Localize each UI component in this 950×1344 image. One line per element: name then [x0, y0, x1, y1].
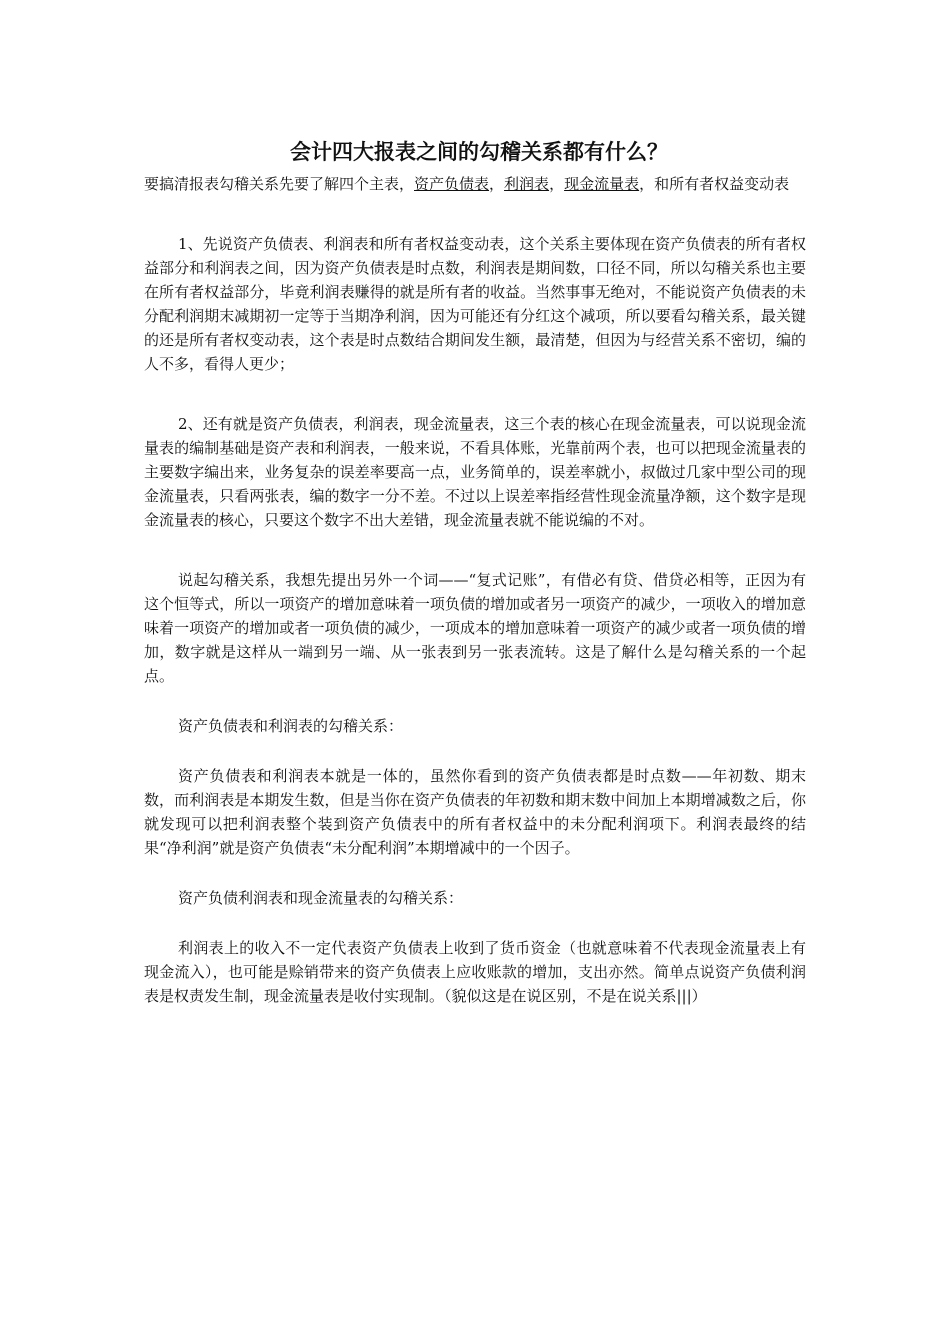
link-balance-sheet[interactable]: 资产负债表: [414, 175, 490, 193]
document-title: 会计四大报表之间的勾稽关系都有什么？: [290, 140, 668, 164]
intro-suffix: ，和所有者权益变动表: [639, 175, 790, 193]
spacer: [144, 860, 806, 886]
section-heading: 资产负债利润表和现金流量表的勾稽关系：: [178, 889, 464, 907]
intro-separator: ，: [549, 175, 565, 193]
body-paragraph: 2、还有就是资产负债表，利润表，现金流量表，这三个表的核心在现金流量表，可以说现金流量表的编制基础是资产表和利润表，一般来说，不看具体账，光靠前两个表，也可以把现金流量表的主要数字编出来，业务复杂的误差率要高一点，业务简单的，误差率就小，叔做过几家中型公司的现金流量表，只看两张表，编的数字一分不差。不过以上误差率指经营性现金流量净额，这个数字是现金流量表的核心，只要这个数字不出大差错，现金流量表就不能说编的不对。: [144, 415, 806, 529]
spacer: [144, 910, 806, 936]
document-page: [144, 132, 806, 1008]
spacer: [144, 688, 806, 714]
intro-separator: ，: [489, 175, 505, 193]
intro-prefix: 要搞清报表勾稽关系先要了解四个主表，: [144, 175, 415, 193]
body-paragraph: 资产负债表和利润表本就是一体的，虽然你看到的资产负债表都是时点数——年初数、期末数，而利润表是本期发生数，但是当你在资产负债表的年初数和期末数中间加上本期增减数之后，你就发现可以把利润表整个装到资产负债表中的所有者权益中的未分配利润项下。利润表最终的结果“净利润”就是资产负债表“未分配利润”本期增减中的一个因子。: [144, 767, 806, 857]
link-income-statement[interactable]: 利润表: [504, 175, 550, 193]
section-heading: 资产负债表和利润表的勾稽关系：: [178, 717, 404, 735]
spacer: [144, 376, 806, 412]
link-cash-flow-statement[interactable]: 现金流量表: [564, 175, 640, 193]
body-paragraph: 1、先说资产负债表、利润表和所有者权益变动表，这个关系主要体现在资产负债表的所有者权益部分和利润表之间，因为资产负债表是时点数，利润表是期间数，口径不同，所以勾稽关系也主要在所有者权益部分，毕竟利润表赚得的就是所有者的收益。当然事事无绝对，不能说资产负债表的未分配利润期末减期初一定等于当期净利润，因为可能还有分红这个减项，所以要看勾稽关系，最关键的还是所有者权变动表，这个表是时点数结合期间发生额，最清楚，但因为与经营关系不密切，编的人不多，看得人更少；: [144, 235, 806, 373]
body-paragraph: 说起勾稽关系，我想先提出另外一个词——“复式记账”，有借必有贷、借贷必相等，正因为有这个恒等式，所以一项资产的增加意味着一项负债的增加或者另一项资产的减少，一项收入的增加意味着一项资产的增加或者一项负债的减少，一项成本的增加意味着一项资产的减少或者一项负债的增加，数字就是这样从一端到另一端、从一张表到另一张表流转。这是了解什么是勾稽关系的一个起点。: [144, 571, 806, 685]
intro-paragraph: [144, 172, 806, 196]
spacer: [144, 738, 806, 764]
spacer: [144, 196, 806, 232]
spacer: [144, 532, 806, 568]
body-paragraph: 利润表上的收入不一定代表资产负债表上收到了货币资金（也就意味着不代表现金流量表上有现金流入），也可能是赊销带来的资产负债表上应收账款的增加，支出亦然。简单点说资产负债利润表是权责发生制，现金流量表是收付实现制。（貌似这是在说区别，不是在说关系|||）: [144, 939, 806, 1005]
